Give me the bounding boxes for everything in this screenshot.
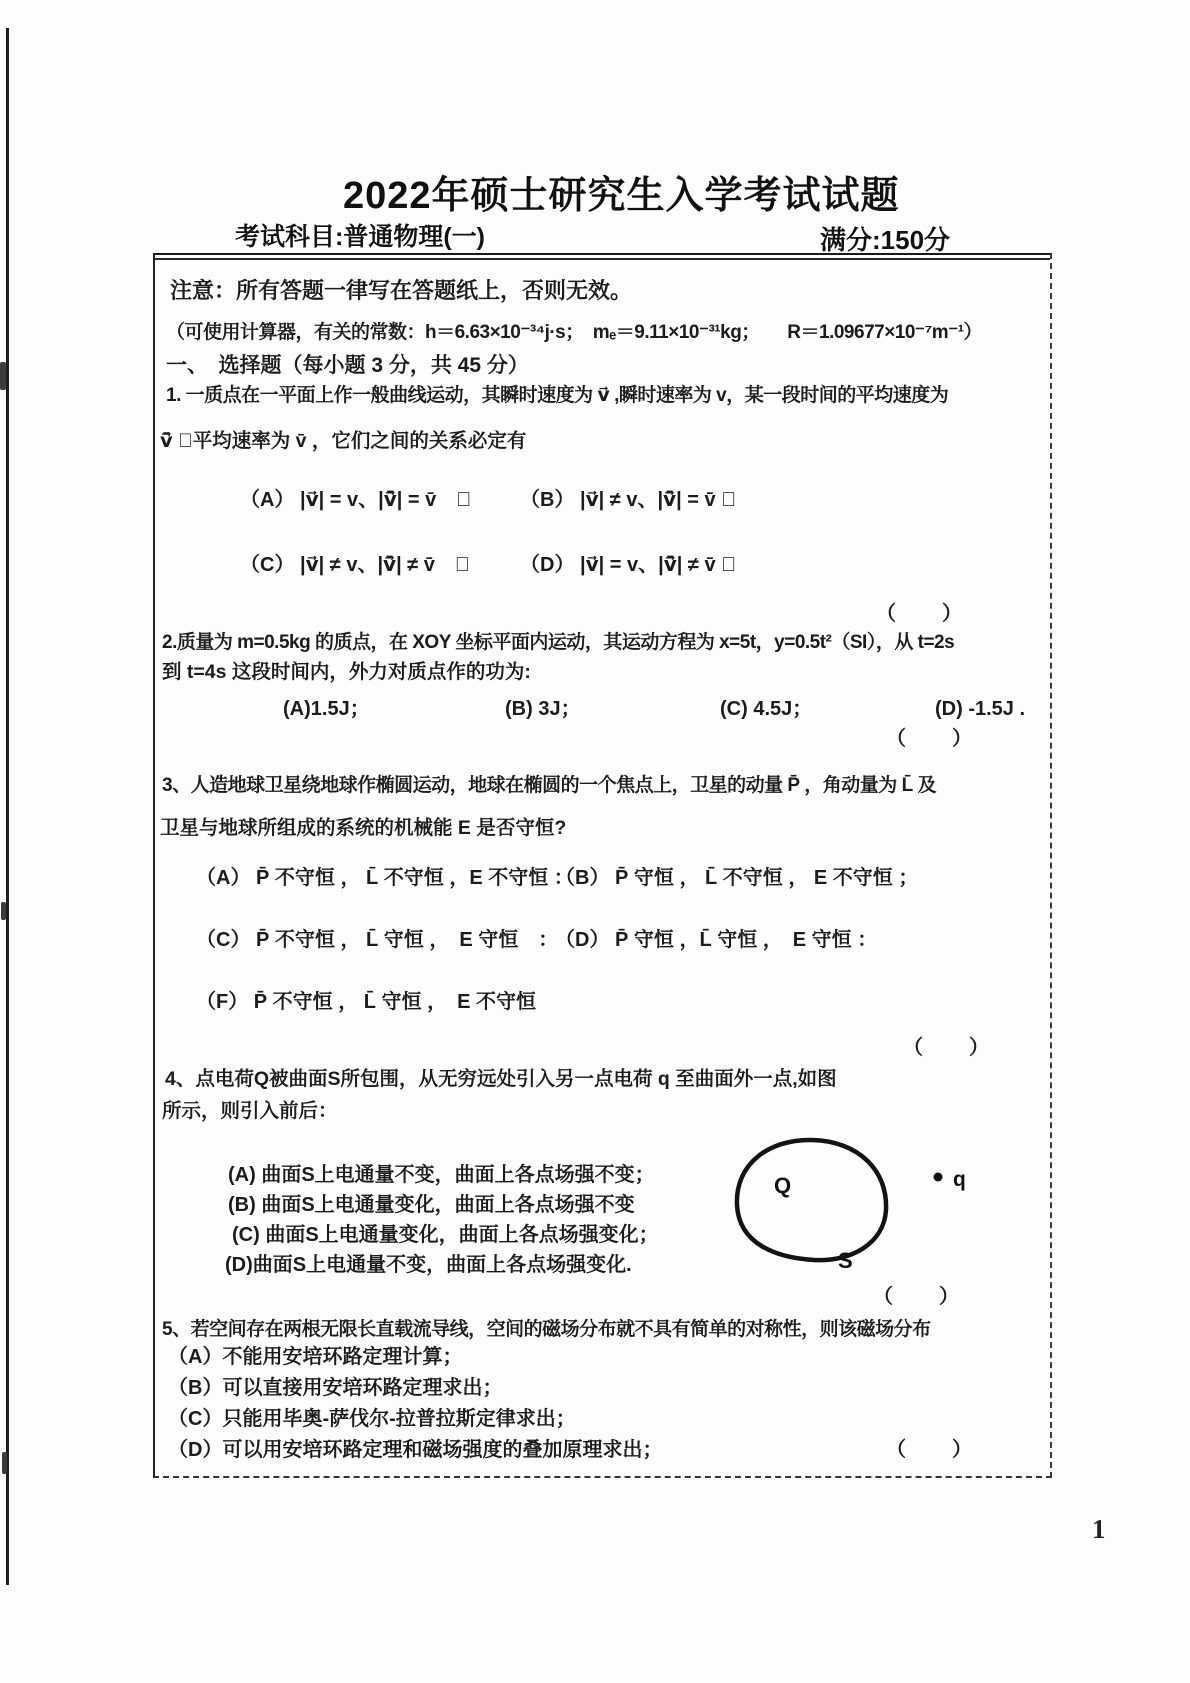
q5-line1: 5、若空间存在两根无限长直载流导线，空间的磁场分布就不具有简单的对称性，则该磁场分布: [162, 1319, 931, 1340]
subject-label: 考试科目:普通物理(一): [235, 223, 485, 251]
answer-bracket: （ ）: [873, 1286, 961, 1308]
q4-option-b: (B) 曲面S上电通量变化，曲面上各点场强不变: [228, 1194, 635, 1216]
q3-option-a: （A） P̄ 不守恒 ， L̄ 不守恒 ，E 不守恒 ：: [196, 867, 574, 889]
full-score-label: 满分:150分: [820, 225, 951, 255]
scan-speck: [2, 1452, 7, 1474]
q1-option-c: （C） |v⃗| ≠ v、|v̄⃗| ≠ v̄ ；: [240, 554, 470, 576]
section-heading: 一、 选择题（每小题 3 分，共 45 分）: [166, 354, 529, 377]
answer-bracket: （ ）: [876, 603, 964, 625]
surface-s-label: S: [838, 1248, 853, 1273]
q2-option-d: (D) -1.5J .: [935, 698, 1026, 720]
q2-option-c: (C) 4.5J；: [720, 698, 813, 720]
answer-bracket: （ ）: [903, 1037, 991, 1059]
answer-bracket: （ ）: [886, 728, 974, 750]
notice-line: 注意：所有答题一律写在答题纸上，否则无效。: [170, 278, 633, 303]
q1-option-a: （A） |v⃗| = v、|v̄⃗| = v̄ ：: [240, 489, 472, 511]
q3-option-c: （C） P̄ 不守恒 ， L̄ 守恒 ， E 守恒 ：: [196, 929, 559, 951]
charge-q-outer-label: q: [953, 1168, 966, 1191]
q5-option-a: （A）不能用安培环路定理计算；: [168, 1346, 463, 1368]
page-number: 1: [1092, 1514, 1106, 1544]
q4-line1: 4、点电荷Q被曲面S所包围，从无穷远处引入另一点电荷 q 至曲面外一点,如图: [165, 1068, 837, 1090]
q5-option-d: （D）可以用安培环路定理和磁场强度的叠加原理求出；: [168, 1439, 663, 1461]
scan-edge-line: [6, 28, 9, 1585]
scan-speck: [1, 902, 6, 920]
q2-option-a: (A)1.5J；: [283, 698, 370, 720]
q3-option-b: （B） P̄ 守恒 ， L̄ 不守恒 ， E 不守恒 ；: [555, 867, 919, 889]
q4-option-a: (A) 曲面S上电通量不变，曲面上各点场强不变；: [228, 1164, 655, 1186]
q5-option-b: （B）可以直接用安培环路定理求出；: [168, 1377, 503, 1399]
exam-title: 2022年硕士研究生入学考试试题: [343, 175, 900, 217]
constants-line: （可使用计算器，有关的常数：h＝6.63×10⁻³⁴j·s； mₑ＝9.11×10⁻³¹kg； R＝1.09677×10⁻⁷m⁻¹）: [166, 322, 983, 343]
scan-speck: [0, 362, 6, 390]
q3-option-d: （D） P̄ 守恒 ，L̄ 守恒 ， E 守恒 ：: [555, 929, 878, 951]
q4-option-c: (C) 曲面S上电通量变化，曲面上各点场强变化；: [232, 1224, 659, 1246]
q5-option-c: （C）只能用毕奥-萨伐尔-拉普拉斯定律求出；: [168, 1408, 576, 1430]
q2-option-b: (B) 3J；: [505, 698, 581, 720]
q1-line1: 1. 一质点在一平面上作一般曲线运动，其瞬时速度为 v⃗ ,瞬时速率为 v，某一段时间的平均速度为: [166, 385, 949, 406]
q3-line1: 3、人造地球卫星绕地球作椭圆运动，地球在椭圆的一个焦点上，卫星的动量 P̄ ，角动量为 L̄ 及: [162, 775, 936, 796]
q4-line2: 所示，则引入前后：: [162, 1100, 338, 1122]
q2-line2: 到 t=4s 这段时间内，外力对质点作的功为:: [162, 661, 531, 683]
q2-line1: 2.质量为 m=0.5kg 的质点，在 XOY 坐标平面内运动，其运动方程为 x=5t，y=0.5t²（SI），从 t=2s: [162, 632, 955, 653]
q1-option-b: （B） |v⃗| ≠ v、|v̄⃗| = v̄ ；: [520, 489, 737, 511]
q3-option-f: （F） P̄ 不守恒 ， L̄ 守恒 ， E 不守恒: [196, 991, 537, 1013]
charge-q-inner-label: Q: [774, 1173, 792, 1198]
q1-option-d: （D） |v⃗| = v、|v̄⃗| ≠ v̄ ；: [520, 554, 737, 576]
q1-line2: v̄⃗ ，平均速率为 v̄ ，它们之间的关系必定有: [160, 430, 527, 452]
charge-q-outer-dot: [934, 1173, 943, 1182]
answer-bracket: （ ）: [886, 1439, 974, 1461]
q4-option-d: (D)曲面S上电通量不变，曲面上各点场强变化.: [225, 1254, 632, 1276]
gaussian-surface-ellipse: [737, 1140, 886, 1260]
q4-diagram: [690, 1115, 1010, 1285]
q3-line2: 卫星与地球所组成的系统的机械能 E 是否守恒?: [160, 817, 567, 839]
